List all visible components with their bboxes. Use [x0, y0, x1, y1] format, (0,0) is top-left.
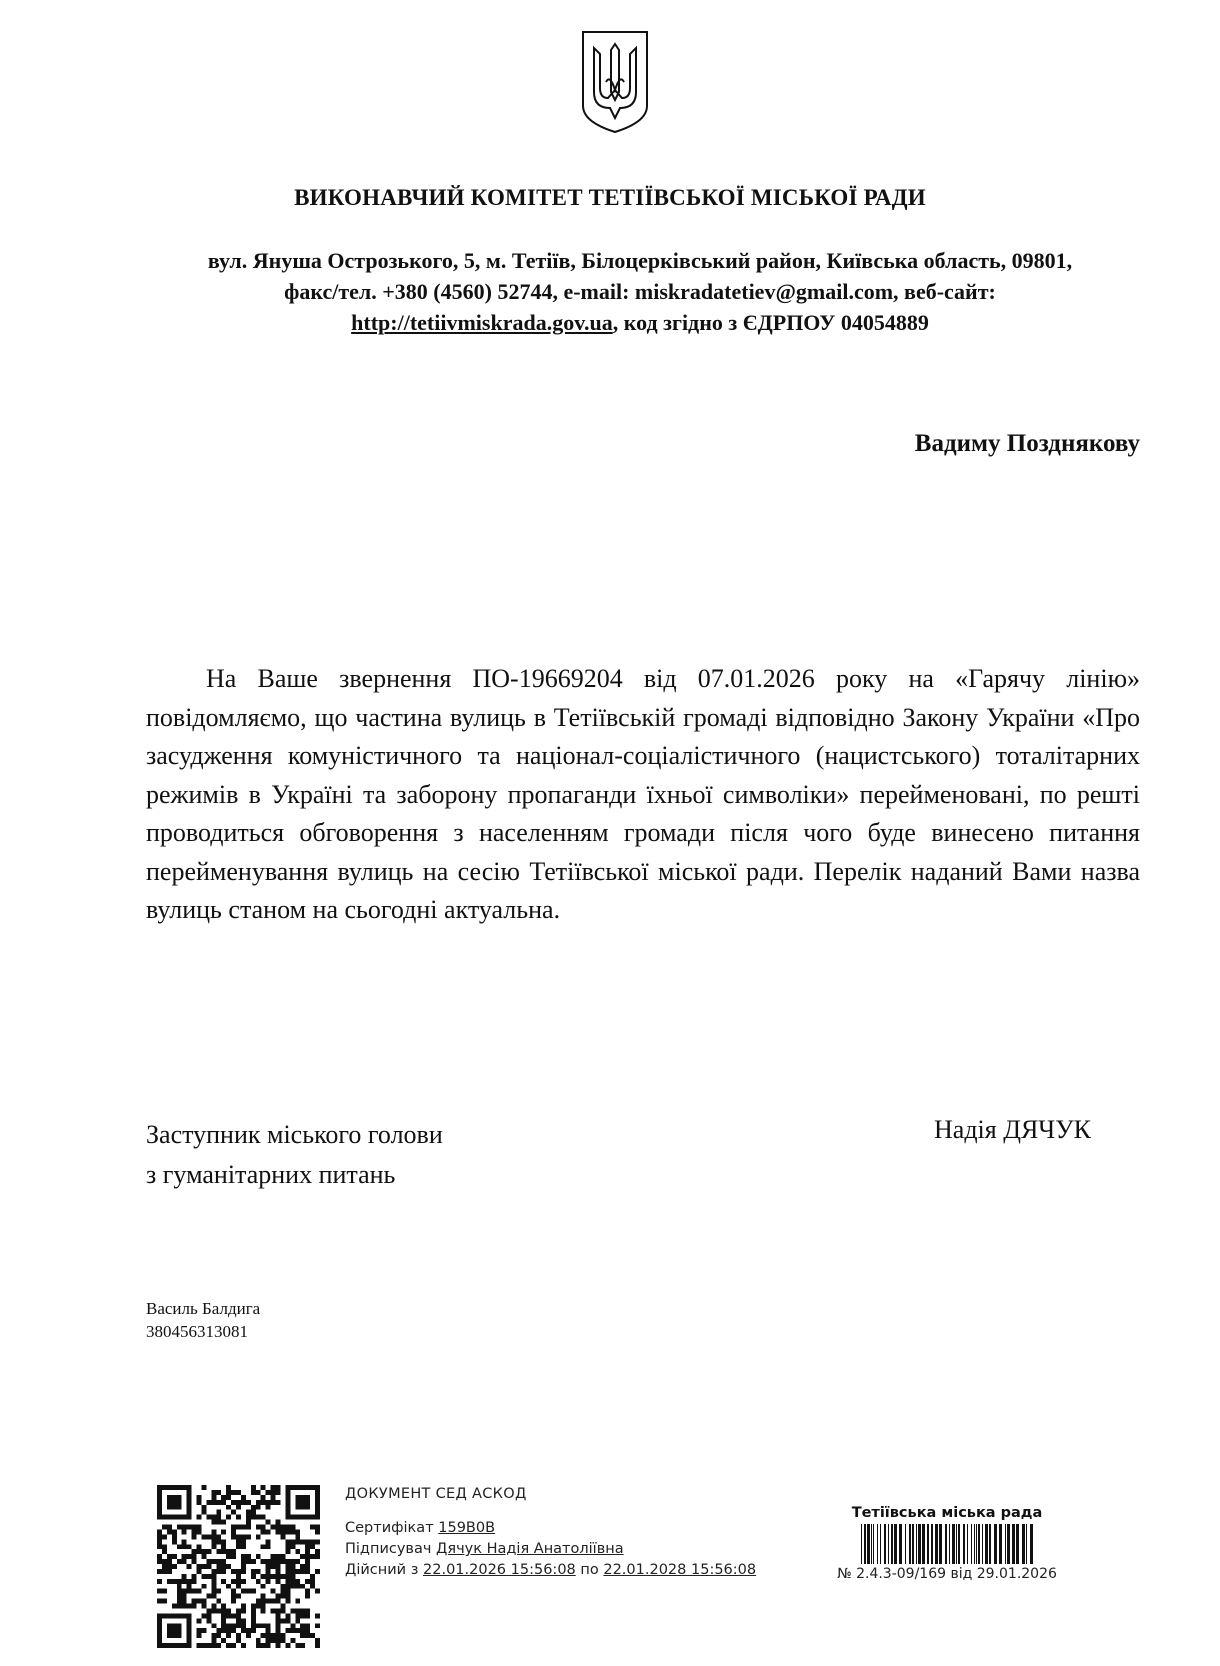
executor-name: Василь Балдига: [146, 1299, 261, 1318]
letter-body: [146, 660, 1140, 930]
signatory-position: [146, 1115, 443, 1195]
validity-row: [345, 1560, 756, 1581]
valid-label: Дійсний з: [345, 1562, 424, 1578]
signer-label: Підписувач: [345, 1541, 437, 1557]
address-line: вул. Януша Острозького, 5, м. Тетіїв, Білоцерківський район, Київська область, 09801,: [207, 248, 1073, 273]
website-line: [100, 307, 1180, 338]
certificate-row: [345, 1518, 756, 1539]
contact-line: факс/тел. +380 (4560) 52744, e-mail: miskradatetiev@gmail.com, веб-сайт:: [284, 279, 996, 304]
certificate-value: 159B0B: [438, 1520, 496, 1536]
valid-to: 22.01.2028 15:56:08: [603, 1562, 757, 1578]
qr-code-icon: [157, 1484, 320, 1649]
executor-phone: 380456313081: [146, 1322, 248, 1341]
letter-body-text: На Ваше звернення ПО-19669204 від 07.01.2026 року на «Гарячу лінію» повідомляємо, що частина вулиць в Тетіївській громаді відповідно Закону України «Про засудження комуністичного та націонал-соціалістичного (нацистського) тоталітарних режимів в Україні та заборону пропаганди їхньої символіки» перейменовані, по решті проводиться обговорення з населенням громади після чого буде винесено питання перейменування вулиць на сесію Тетіївської міської ради. Перелік наданий Вами назва вулиць станом на сьогодні актуальна.: [146, 664, 1140, 924]
registration-block: [822, 1505, 1072, 1582]
organization-title: ВИКОНАВЧИЙ КОМІТЕТ ТЕТІЇВСЬКОЇ МІСЬКОЇ РАДИ: [294, 185, 926, 210]
valid-to-label: по: [575, 1562, 604, 1578]
trident-emblem-icon: [580, 30, 650, 134]
address-block: [100, 245, 1180, 338]
recipient-name: Вадиму Позднякову: [914, 430, 1140, 457]
signer-value: Дячук Надія Анатоліївна: [436, 1541, 624, 1557]
certificate-label: Сертифікат: [345, 1520, 439, 1536]
signer-row: [345, 1539, 756, 1560]
registration-org: Тетіївська міська рада: [851, 1505, 1043, 1521]
executor-info: [146, 1297, 260, 1343]
registration-number: № 2.4.3-09/169 від 29.01.2026: [837, 1566, 1057, 1582]
position-line: Заступник міського голови: [146, 1120, 443, 1149]
website-link[interactable]: http://tetiivmiskrada.gov.ua: [351, 310, 613, 335]
edrpou-code: , код згідно з ЄДРПОУ 04054889: [612, 310, 929, 335]
signatory-name: Надія ДЯЧУК: [934, 1115, 1091, 1144]
position-line: з гуманітарних питань: [146, 1160, 396, 1189]
e-signature-stamp: [345, 1486, 756, 1581]
valid-from: 22.01.2026 15:56:08: [423, 1562, 576, 1578]
barcode-icon: [857, 1524, 1037, 1564]
stamp-title: ДОКУМЕНТ СЕД АСКОД: [345, 1486, 527, 1502]
